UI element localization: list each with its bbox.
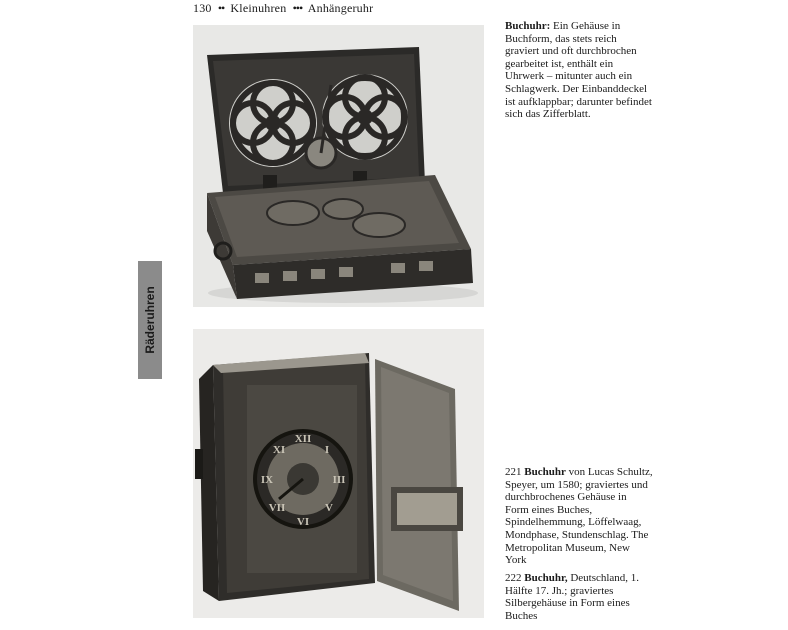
section-title: Kleinuhren	[230, 1, 287, 15]
chapter-tab	[138, 261, 162, 379]
book-clock-open-illustration	[193, 25, 484, 307]
description-term: Buchuhr:	[505, 20, 551, 32]
caption-title: Buchuhr,	[524, 572, 568, 584]
svg-text:VII: VII	[268, 502, 286, 514]
caption-222	[505, 572, 653, 622]
separator-dots: ••	[217, 1, 225, 15]
caption-text: von Lucas Schultz, Speyer, um 1580; graviertes und durchbrochenes Gehäuse in Form eines Buches, Spindelhemmung, Löffelwaag, Mondphase, Stundenschlag. The Metropolitan Museum, New York	[505, 466, 653, 567]
book-clock-dial-illustration	[193, 329, 484, 618]
caption-number: 222	[505, 572, 522, 584]
description-body: Ein Gehäuse in Buchform, das stets reich graviert und oft durchbrochen gearbeitet ist, enthält ein Uhrwerk – mitunter auch ein Schlagwerk. Der Einbanddeckel ist aufklappbar; darunter befindet sich das Zifferblatt.	[505, 20, 652, 121]
svg-text:V: V	[325, 502, 333, 514]
photo-book-clock-open	[193, 25, 484, 307]
svg-text:III: III	[332, 474, 346, 486]
caption-text: Deutschland, 1. Hälfte 17. Jh.; graviertes Silbergehäuse in Form eines Buches	[505, 572, 640, 622]
running-head	[193, 0, 493, 16]
caption-number: 221	[505, 466, 522, 478]
svg-text:IX: IX	[260, 474, 274, 486]
svg-text:I: I	[324, 444, 330, 456]
photo-book-clock-dial	[193, 329, 484, 618]
svg-text:VI: VI	[296, 516, 310, 528]
description-text	[505, 20, 653, 121]
page-number: 130	[193, 1, 212, 15]
subsection-title: Anhängeruhr	[307, 1, 374, 15]
separator-dots: •••	[292, 1, 303, 15]
svg-text:XII: XII	[294, 433, 312, 445]
caption-title: Buchuhr	[524, 466, 566, 478]
chapter-tab-label: Räderuhren	[143, 286, 157, 354]
caption-221	[505, 466, 653, 567]
svg-text:XI: XI	[272, 444, 286, 456]
